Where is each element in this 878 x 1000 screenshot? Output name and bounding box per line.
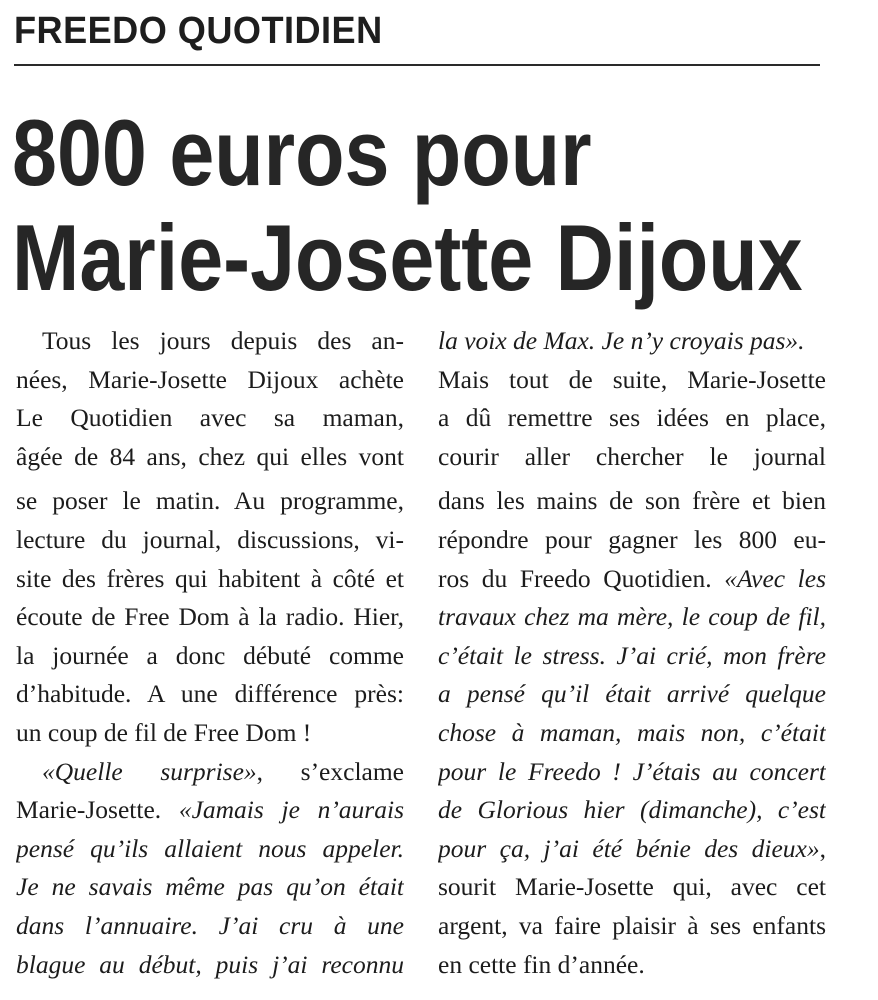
text-line: un coup de fil de Free Dom !	[16, 717, 312, 747]
headline-line-2: Marie-Josette Dijoux	[12, 205, 803, 310]
text-line: se poser le matin. Au programme,	[16, 486, 404, 516]
text-line: pensé qu’ils allaient nous appeler.	[16, 833, 404, 863]
section-rubric: FREEDO QUOTIDIEN	[14, 10, 383, 52]
text-line: écoute de Free Dom à la radio. Hier,	[16, 602, 404, 632]
text-line: la journée a donc débuté comme	[16, 640, 404, 670]
article-headline	[12, 100, 803, 310]
headline-line-1: 800 euros pour	[12, 100, 592, 205]
text-line: la voix de Max. Je n’y croyais pas».	[438, 326, 805, 355]
text-line: a pensé qu’il était arrivé quelque	[438, 679, 826, 709]
text-line: âgée de 84 ans, chez qui elles vont	[16, 441, 404, 471]
text-run: pour ça, j’ai été bénie des dieux»	[438, 833, 820, 863]
article-column-right	[438, 322, 826, 984]
text-line	[16, 753, 404, 792]
text-run: Marie-Josette.	[16, 795, 179, 825]
text-line: dans l’annuaire. J’ai cru à une	[16, 910, 404, 940]
text-line: blague au début, puis j’ai reconnu	[16, 949, 404, 979]
text-run: «Jamais je n’aurais	[178, 795, 404, 825]
text-line: chose à maman, mais non, c’était	[438, 717, 826, 747]
text-line: répondre pour gagner les 800 eu-	[438, 524, 826, 554]
text-line: argent, va faire plaisir à ses enfants	[438, 910, 826, 940]
text-run: «Quelle surprise»	[42, 756, 257, 786]
text-line: site des frères qui habitent à côté et	[16, 563, 404, 593]
text-line: dans les mains de son frère et bien	[438, 486, 826, 516]
article-column-left	[16, 322, 404, 984]
text-run: ros du Freedo Quotidien.	[438, 563, 725, 593]
text-run: ,	[819, 833, 826, 863]
text-line: Mais tout de suite, Marie-Josette	[438, 364, 826, 394]
text-line	[16, 791, 404, 830]
text-line: sourit Marie-Josette qui, avec cet	[438, 872, 826, 902]
text-run: «Avec les	[724, 563, 826, 593]
text-line	[438, 560, 826, 599]
text-line: d’habitude. A une différence près:	[16, 679, 404, 709]
rubric-divider	[14, 64, 820, 66]
text-line: Tous les jours depuis des an-	[42, 326, 404, 355]
text-line: Je ne savais même pas qu’on était	[16, 872, 404, 902]
text-line: lecture du journal, discussions, vi-	[16, 524, 404, 554]
text-line: nées, Marie-Josette Dijoux achète	[16, 364, 404, 394]
text-line: a dû remettre ses idées en place,	[438, 403, 826, 433]
text-run: , s’exclame	[256, 756, 404, 786]
text-line	[438, 830, 826, 869]
text-line: pour le Freedo ! J’étais au concert	[438, 756, 826, 786]
text-line: travaux chez ma mère, le coup de fil,	[438, 602, 826, 632]
text-line: en cette fin d’année.	[438, 949, 645, 979]
text-line: c’était le stress. J’ai crié, mon frère	[438, 640, 826, 670]
text-line: courir aller chercher le journal	[438, 441, 826, 471]
text-line: de Glorious hier (dimanche), c’est	[438, 795, 826, 825]
text-line: Le Quotidien avec sa maman,	[16, 403, 404, 433]
